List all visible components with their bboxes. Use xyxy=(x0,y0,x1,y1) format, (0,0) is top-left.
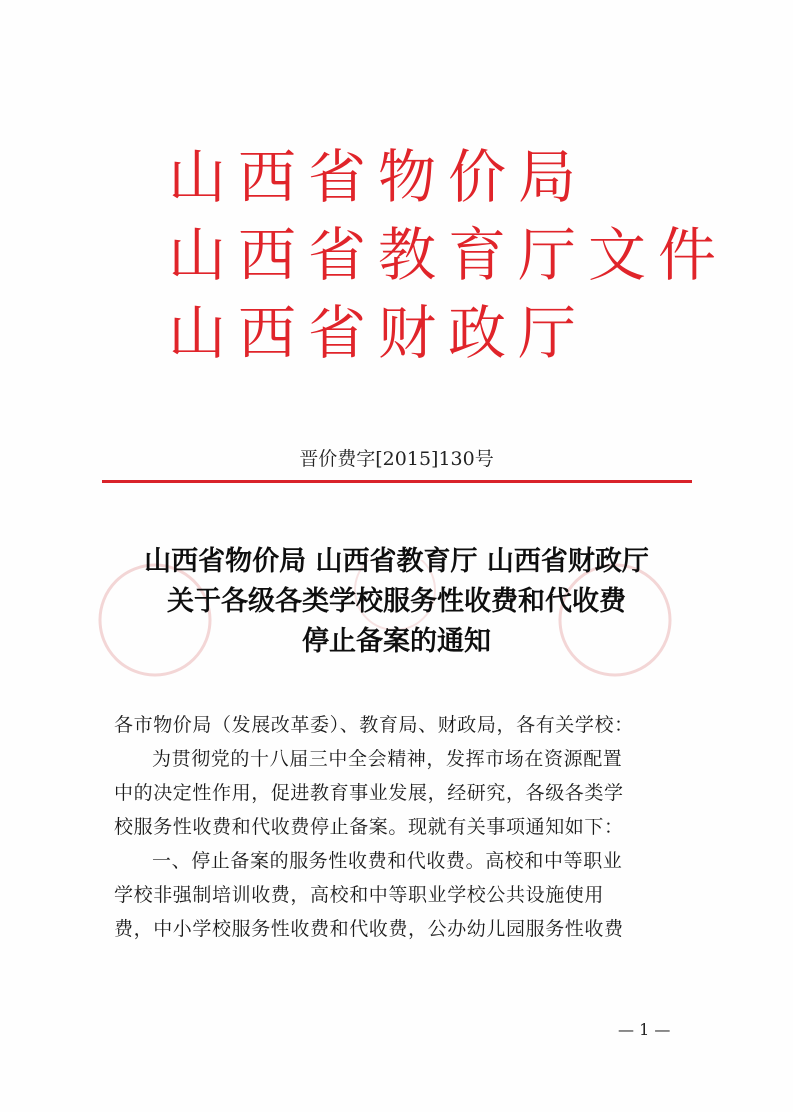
agency-line-education-dept: 山西省教育厅文件 xyxy=(168,221,729,289)
body-line: 校服务性收费和代收费停止备案。现就有关事项通知如下： xyxy=(114,816,624,838)
title-line-1: 山西省物价局 山西省教育厅 山西省财政厅 xyxy=(144,546,649,577)
salutation: 各市物价局（发展改革委）、教育局、财政局，各有关学校： xyxy=(114,714,634,736)
page-number: — 1 — xyxy=(618,1020,671,1039)
document-body xyxy=(114,708,694,946)
document-number: 晋价费字[2015]130号 xyxy=(299,448,494,470)
red-divider-rule xyxy=(102,480,692,483)
issuing-agencies-header xyxy=(168,138,728,372)
body-line: 中的决定性作用，促进教育事业发展，经研究，各级各类学 xyxy=(114,782,624,804)
document-title xyxy=(0,542,793,662)
agency-line-finance-dept: 山西省财政厅 xyxy=(168,299,589,367)
body-line: 学校非强制培训收费，高校和中等职业学校公共设施使用 xyxy=(114,884,605,906)
body-line: 费，中小学校服务性收费和代收费，公办幼儿园服务性收费 xyxy=(114,918,624,940)
agency-line-price-bureau: 山西省物价局 xyxy=(168,143,589,211)
title-line-2: 关于各级各类学校服务性收费和代收费 xyxy=(167,586,626,617)
title-line-3: 停止备案的通知 xyxy=(302,626,491,657)
body-line: 一、停止备案的服务性收费和代收费。高校和中等职业 xyxy=(152,850,623,872)
body-line: 为贯彻党的十八届三中全会精神，发挥市场在资源配置 xyxy=(152,748,623,770)
